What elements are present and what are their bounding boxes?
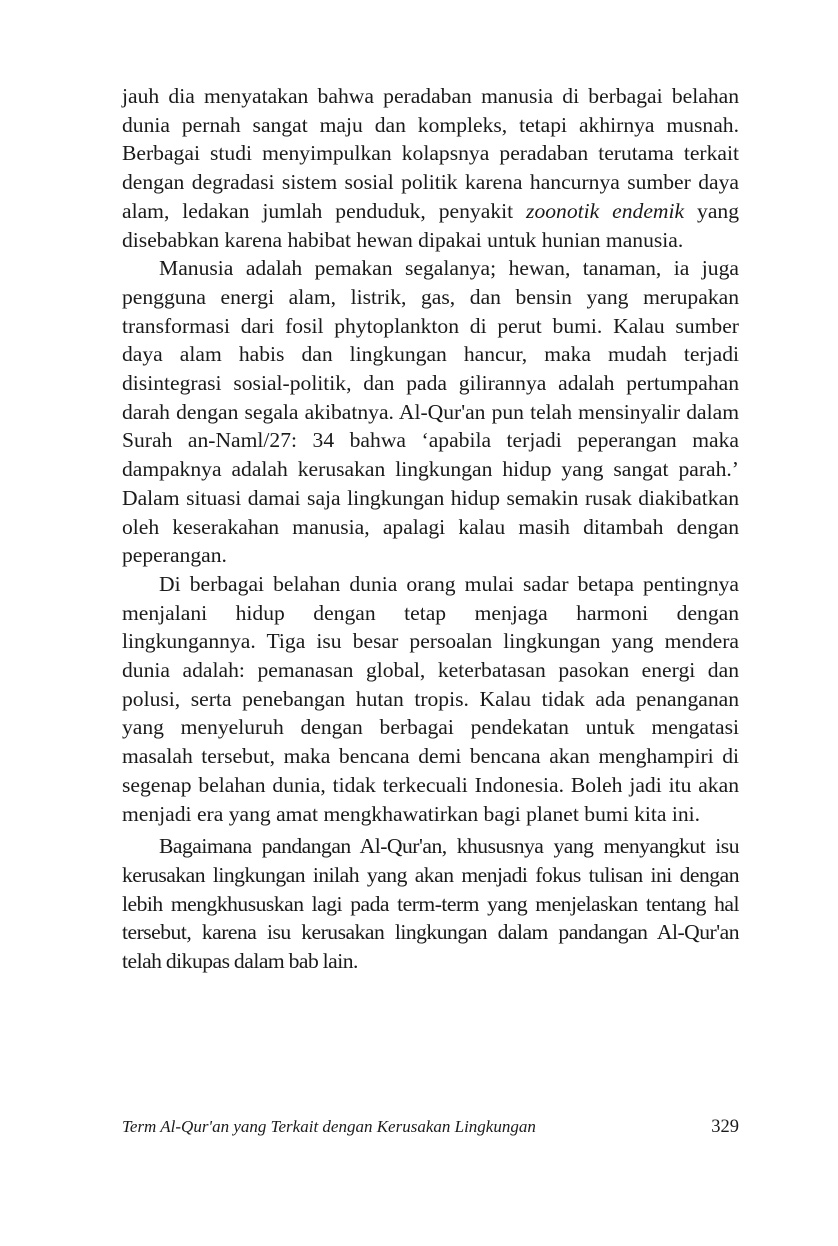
paragraph-4: Bagaimana pandangan Al-Qur'an, khususnya yang menyangkut isu kerusakan lingkungan inilah yang akan menjadi fokus tulisan ini dengan lebih mengkhususkan lagi pada term-term yang menjelaskan tentang hal tersebut, karena isu kerusakan lingkungan dalam pandangan Al-Qur'an telah dikupas dalam bab lain.: [122, 834, 739, 974]
italic-term: zoonotik endemik: [526, 198, 685, 223]
page-number: 329: [711, 1117, 739, 1137]
paragraph-3: Di berbagai belahan dunia orang mulai sadar betapa pentingnya menjalani hidup dengan tetap menjaga harmoni dengan lingkungannya. Tiga isu besar persoalan lingkungan yang mendera dunia adalah: pemanasan global, keterbatasan pasokan energi dan polusi, serta penebangan hutan tropis. Kalau tidak ada penanganan yang menyeluruh dengan berbagai pendekatan untuk mengatasi masalah tersebut, maka bencana demi bencana akan menghampiri di segenap belahan dunia, tidak terkecuali Indonesia. Boleh jadi itu akan menjadi era yang amat mengkhawatirkan bagi planet bumi kita ini.: [122, 571, 739, 826]
paragraph-1-text-b: yang disebabkan karena habibat hewan dipakai untuk hunian manusia.: [122, 198, 739, 252]
page-footer: [122, 1114, 739, 1140]
paragraph-1: [122, 82, 739, 254]
paragraph-2: Manusia adalah pemakan segalanya; hewan, tanaman, ia juga pengguna energi alam, listrik, gas, dan bensin yang merupakan transformasi dari fosil phytoplankton di perut bumi. Kalau sumber daya alam habis dan lingkungan hancur, maka mudah terjadi disintegrasi sosial-politik, dan pada gilirannya adalah pertumpahan darah dengan segala akibatnya. Al-Qur'an pun telah mensinyalir dalam Surah an-Naml/27: 34 bahwa ‘apabila terjadi peperangan maka dampaknya adalah kerusakan lingkungan hidup yang sangat parah.’ Dalam situasi damai saja lingkungan hidup semakin rusak diakibatkan oleh keserakahan manusia, apalagi kalau masih ditambah dengan peperangan.: [122, 256, 739, 568]
running-title: Term Al-Qur'an yang Terkait dengan Kerusakan Lingkungan: [122, 1117, 536, 1136]
page-body: [122, 82, 739, 976]
paragraph-1-text-a: jauh dia menyatakan bahwa peradaban manusia di berbagai belahan dunia pernah sangat maju dan kompleks, tetapi akhirnya musnah. Berbagai studi menyimpulkan kolapsnya peradaban terutama terkait dengan degradasi sistem sosial politik karena hancurnya sumber daya alam, ledakan jumlah penduduk, penyakit: [122, 84, 739, 223]
